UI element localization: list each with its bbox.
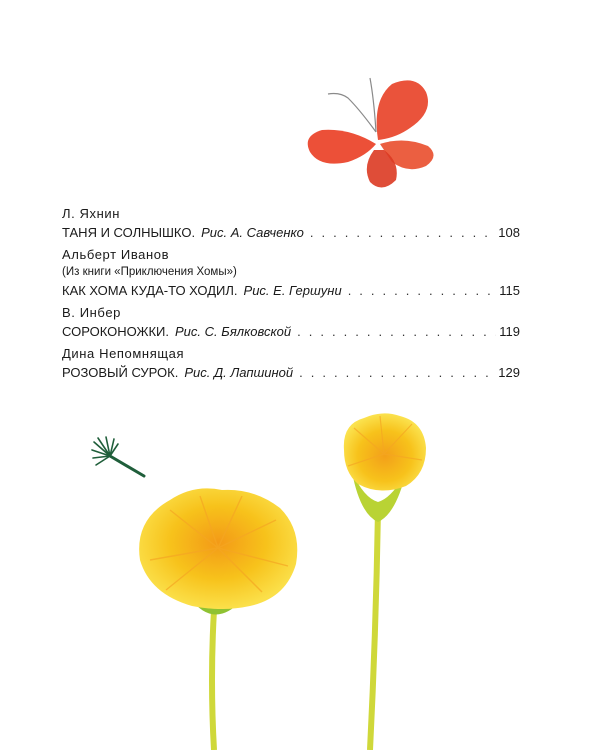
toc-line[interactable] <box>62 322 520 341</box>
toc-leader-dots <box>348 281 497 300</box>
toc-page-number: 119 <box>499 324 520 339</box>
flower-stem-icon <box>370 510 378 750</box>
butterfly-wing-icon <box>377 80 428 140</box>
dandelion-seed-illustration <box>88 436 150 484</box>
toc-entry <box>62 303 520 341</box>
toc-leader-dots <box>310 223 495 242</box>
toc-author: Альберт Иванов <box>62 247 170 262</box>
toc-line[interactable] <box>62 363 520 382</box>
toc-title: КАК ХОМА КУДА-ТО ХОДИЛ. <box>62 283 238 298</box>
toc-page-number: 129 <box>498 365 520 380</box>
toc-page-number: 115 <box>499 283 520 298</box>
butterfly-wing-icon <box>308 130 376 164</box>
toc-title: РОЗОВЫЙ СУРОК. <box>62 365 179 380</box>
butterfly-illustration <box>300 70 450 195</box>
toc-illustrator: Рис. Д. Лапшиной <box>184 365 294 380</box>
flower-stem-icon <box>212 610 214 750</box>
toc-title: ТАНЯ И СОЛНЫШКО. <box>62 225 196 240</box>
toc-entry <box>62 245 520 300</box>
toc-leader-dots <box>299 363 495 382</box>
toc-entry <box>62 204 520 242</box>
toc-page-number: 108 <box>498 225 520 240</box>
butterfly-antenna-icon <box>328 94 376 133</box>
yellow-flower-illustration <box>130 480 310 750</box>
toc-author: В. Инбер <box>62 305 121 320</box>
toc-line[interactable] <box>62 223 520 242</box>
toc-author: Л. Яхнин <box>62 206 121 221</box>
butterfly-antenna-icon <box>370 78 376 132</box>
toc-illustrator: Рис. Е. Гершуни <box>243 283 342 298</box>
toc-title: СОРОКОНОЖКИ. <box>62 324 169 339</box>
flower-head-icon <box>344 413 426 490</box>
toc-source-note: (Из книги «Приключения Хомы») <box>62 266 237 278</box>
toc-leader-dots <box>297 322 496 341</box>
toc-illustrator: Рис. С. Бялковской <box>175 324 292 339</box>
toc-illustrator: Рис. А. Савченко <box>201 225 304 240</box>
toc-author: Дина Непомнящая <box>62 346 185 361</box>
toc-entry <box>62 344 520 382</box>
yellow-flower-bud-illustration <box>330 410 440 750</box>
table-of-contents <box>62 204 520 385</box>
toc-line[interactable] <box>62 281 520 300</box>
